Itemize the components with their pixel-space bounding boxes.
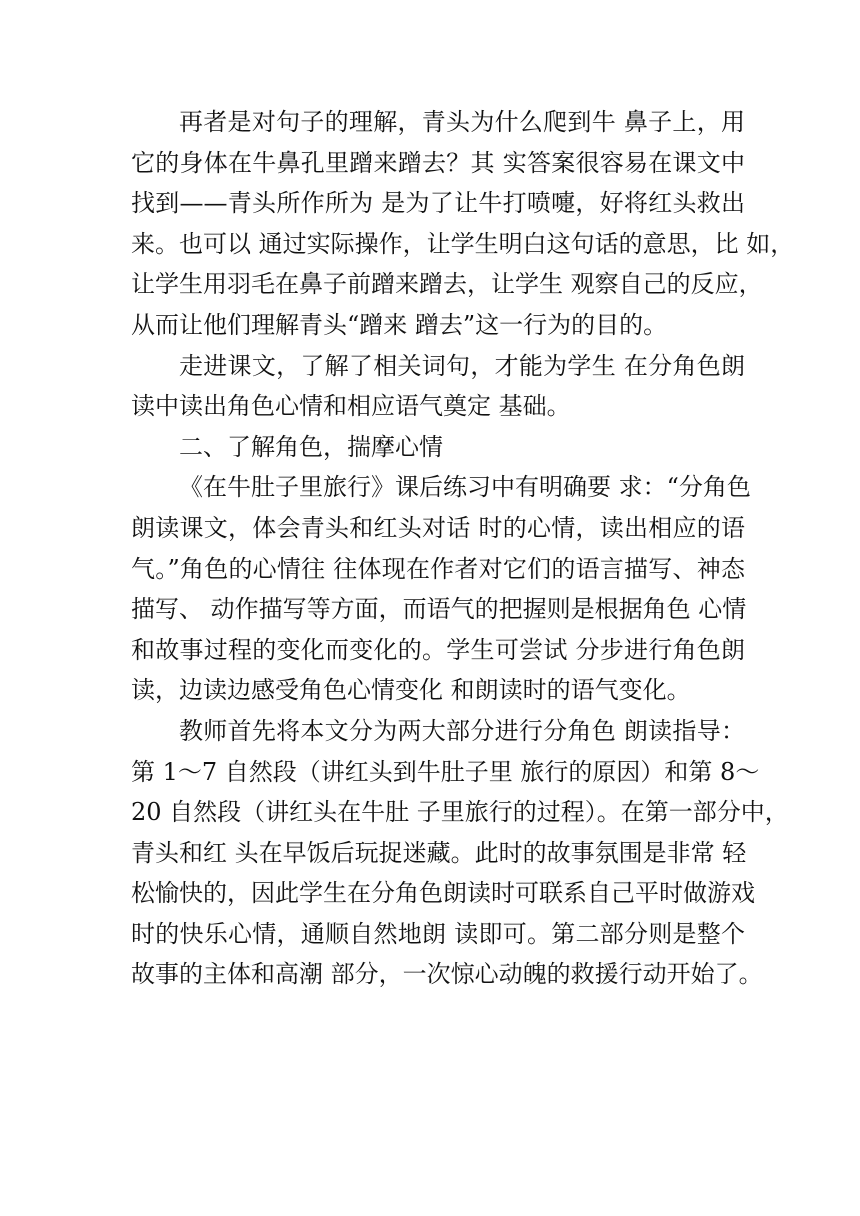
text-line: 《在牛肚子里旅行》课后练习中有明确要 求：“分角色	[179, 473, 751, 502]
text-line: 它的身体在牛鼻孔里蹭来蹭去？其 实答案很容易在课文中	[131, 148, 745, 177]
text-line: 气。”角色的心情往 往体现在作者对它们的语言描写、神态	[131, 554, 745, 583]
text-line: 来。也可以 通过实际操作，让学生明白这句话的意思，比 如，	[131, 229, 795, 258]
paragraph-exercise-requirement	[131, 467, 751, 711]
paragraph-foundation	[131, 346, 745, 427]
text-line: 找到——青头所作所为 是为了让牛打喷嚏，好将红头救出	[131, 189, 745, 218]
text-line: 描写、 动作描写等方面，而语气的把握则是根据角色 心情	[131, 595, 747, 624]
text-line: 让学生用羽毛在鼻子前蹭来蹭去，让学生 观察自己的反应，	[131, 270, 763, 299]
text-line: 读中读出角色心情和相应语气奠定 基础。	[131, 392, 571, 421]
text-line: 再者是对句子的理解，青头为什么爬到牛 鼻子上，用	[179, 108, 745, 136]
text-line: 朗读课文，体会青头和红头对话 时的心情，读出相应的语	[131, 513, 745, 542]
text-line: 读，边读边感受角色心情变化 和朗读时的语气变化。	[131, 676, 691, 705]
text-line: 松愉快的，因此学生在分角色朗读时可联系自己平时做游戏	[131, 879, 755, 908]
text-line: 走进课文，了解了相关词句，才能为学生 在分角色朗	[179, 351, 745, 380]
text-line: 从而让他们理解青头“蹭来 蹭去”这一行为的目的。	[131, 310, 668, 339]
text-line: 青头和红 头在早饭后玩捉迷藏。此时的故事氛围是非常 轻	[131, 838, 747, 867]
document-body	[131, 102, 795, 995]
section-heading	[131, 427, 745, 468]
text-line: 和故事过程的变化而变化的。学生可尝试 分步进行角色朗	[131, 635, 745, 664]
text-line: 时的快乐心情，通顺自然地朗 读即可。第二部分则是整个	[131, 919, 745, 948]
text-line: 20 自然段（讲红头在牛肚 子里旅行的过程）。在第一部分中，	[131, 798, 789, 827]
text-line: 故事的主体和高潮 部分，一次惊心动魄的救援行动开始了。	[131, 960, 763, 989]
paragraph-teacher-guidance	[131, 711, 789, 995]
text-line: 第 1～7 自然段（讲红头到牛肚子里 旅行的原因）和第 8～	[131, 757, 760, 786]
text-line: 二、了解角色，揣摩心情	[179, 432, 443, 461]
paragraph-sentence-understanding	[131, 102, 795, 346]
text-line: 教师首先将本文分为两大部分进行分角色 朗读指导：	[179, 716, 745, 745]
